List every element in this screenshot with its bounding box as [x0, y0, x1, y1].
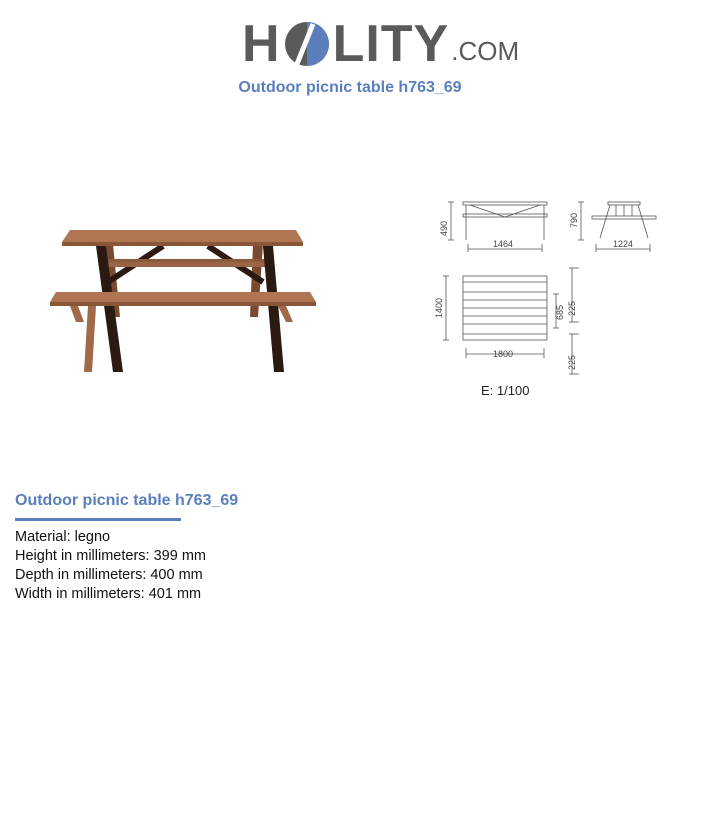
dim-plan-bottom-gap: 225 [567, 354, 577, 370]
spec-depth: Depth in millimeters: 400 mm [15, 567, 203, 583]
logo-suffix: .COM [451, 36, 520, 66]
page-title: Outdoor picnic table h763_69 [238, 79, 462, 96]
spec-height: Height in millimeters: 399 mm [15, 548, 206, 564]
dim-front-height: 490 [439, 220, 449, 236]
drawing-scale: E: 1/100 [481, 383, 530, 398]
dim-plan-depth: 1400 [434, 297, 444, 318]
dim-plan-width: 1800 [493, 349, 514, 359]
heading-underline [15, 518, 181, 521]
spec-width: Width in millimeters: 401 mm [15, 586, 202, 602]
picnic-table-photo [48, 222, 318, 378]
spec-material: Material: legno [15, 529, 111, 545]
dim-plan-top-gap: 225 [567, 300, 577, 316]
dim-plan-inner: 685 [555, 304, 565, 320]
brand-logo[interactable] [242, 10, 520, 73]
logo-letter-h: H [242, 15, 281, 73]
technical-drawings [430, 196, 670, 411]
dim-side-height: 790 [569, 212, 579, 228]
product-heading: Outdoor picnic table h763_69 [15, 492, 239, 509]
product-specs [15, 528, 206, 604]
dim-front-width: 1464 [493, 239, 514, 249]
dim-side-width: 1224 [613, 239, 634, 249]
logo-o-icon [283, 20, 331, 68]
logo-letters-lity: LITY [332, 15, 450, 73]
